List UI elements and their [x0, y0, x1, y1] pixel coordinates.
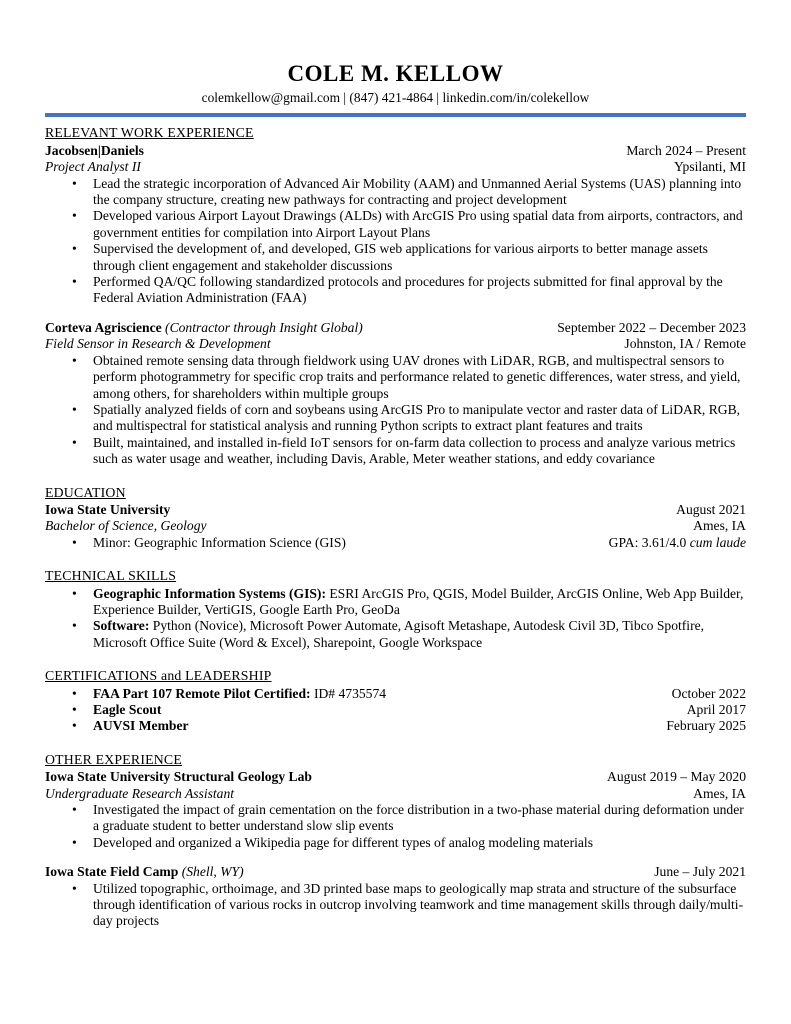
education-degree-row	[45, 518, 746, 534]
company-name: Corteva Agriscience	[45, 319, 162, 335]
job-role-row	[45, 786, 746, 802]
accent-divider	[45, 113, 746, 117]
job-bullets	[45, 802, 746, 851]
bullet-icon: •	[72, 534, 77, 550]
job-role: Field Sensor in Research & Development	[45, 336, 271, 352]
section-heading-education: EDUCATION	[45, 484, 126, 500]
bullet-item	[45, 881, 746, 930]
job-title-row	[45, 769, 746, 785]
company-suffix: (Contractor through Insight Global)	[161, 319, 363, 335]
bullet-icon: •	[72, 352, 77, 368]
job-bullets	[45, 353, 746, 468]
bullet-icon: •	[72, 834, 77, 850]
certification-text	[93, 686, 660, 702]
bullet-text: Lead the strategic incorporation of Advanced Air Mobility (AAM) and Unmanned Aerial Systems (UAS) planning into the company structure, creating new pathways for contracting and project development	[93, 175, 742, 208]
job-bullets	[45, 881, 746, 930]
bullet-text: Supervised the development of, and developed, GIS web applications for various airports to better manage assets through client engagement and stakeholder discussions	[93, 241, 708, 273]
job-date: August 2019 – May 2020	[607, 769, 746, 785]
bullet-text: Obtained remote sensing data through fieldwork using UAV drones with LiDAR, RGB, and multispectral sensors to perform photogrammetry for specific crop traits and performance related to genetic differences, water stress, and yield, among others, for shareholders within multiple groups	[93, 352, 741, 401]
job-role: Undergraduate Research Assistant	[45, 785, 235, 801]
gpa-text	[609, 535, 746, 551]
bullet-item	[45, 718, 746, 734]
bullet-text: Built, maintained, and installed in-field IoT sensors for on-farm data collection to process and analyze various metrics such as water usage and weather, including Davis, Arable, Meter weather stations, and eddy covariance	[93, 434, 736, 467]
resume-name: COLE M. KELLOW	[287, 61, 504, 86]
bullet-icon: •	[72, 802, 77, 818]
certification-date: October 2022	[671, 685, 746, 701]
company-name: Iowa State Field Camp	[45, 864, 179, 880]
bullet-item	[45, 274, 746, 307]
job-location: Johnston, IA / Remote	[624, 336, 746, 352]
certification-label: AUVSI Member	[93, 718, 189, 734]
bullet-icon: •	[72, 175, 77, 191]
degree-name: Bachelor of Science, Geology	[45, 518, 207, 534]
certification-detail: ID# 4735574	[313, 685, 387, 701]
bullet-text: Developed various Airport Layout Drawings (ALDs) with ArcGIS Pro using spatial data from airports, contractors, and government entities for compilation into Airport Layout Plans	[93, 208, 743, 240]
bullet-text: Performed QA/QC following standardized protocols and procedures for projects submitted for final approval by the Federal Aviation Administration (FAA)	[93, 274, 723, 306]
bullet-icon: •	[72, 274, 77, 290]
section-other	[45, 752, 746, 930]
bullet-icon: •	[72, 585, 77, 601]
job-location: Ames, IA	[693, 785, 746, 801]
section-heading-skills: TECHNICAL SKILLS	[45, 568, 177, 584]
bullet-icon: •	[72, 401, 77, 417]
bullet-icon: •	[72, 685, 77, 701]
bullet-item	[45, 435, 746, 468]
section-heading-certifications: CERTIFICATIONS and LEADERSHIP	[45, 668, 272, 684]
section-heading-work: RELEVANT WORK EXPERIENCE	[45, 125, 254, 141]
bullet-item	[45, 241, 746, 274]
bullet-item	[45, 176, 746, 209]
bullet-item	[45, 535, 746, 551]
job-role: Project Analyst II	[45, 159, 141, 175]
certifications-list	[45, 686, 746, 735]
job-entry-corteva	[45, 320, 746, 468]
job-title-row	[45, 864, 746, 880]
education-entry	[45, 502, 746, 551]
skill-text	[93, 618, 746, 651]
bullet-text: Utilized topographic, orthoimage, and 3D printed base maps to geologically map strata and structure of the subsurface through identification of various rocks in outcrop involving teamwork and time management skills through daily/multi-day projects	[93, 880, 744, 929]
skill-label: Geographic Information Systems (GIS):	[93, 585, 330, 601]
bullet-icon: •	[72, 208, 77, 224]
gpa-value: GPA: 3.61/4.0	[608, 534, 690, 550]
skill-text	[93, 586, 746, 619]
education-date: August 2021	[676, 501, 746, 517]
job-title-row	[45, 320, 746, 336]
other-entry-field-camp	[45, 864, 746, 930]
contact-line: colemkellow@gmail.com | (847) 421-4864 | linkedin.com/in/colekellow	[201, 90, 590, 105]
job-date: June – July 2021	[654, 864, 746, 880]
certification-date: April 2017	[686, 702, 746, 717]
education-title-row	[45, 502, 746, 518]
minor-text: Minor: Geographic Information Science (GIS)	[93, 534, 346, 550]
certification-date: February 2025	[666, 718, 746, 734]
bullet-icon: •	[72, 618, 77, 634]
certification-text	[93, 718, 654, 734]
bullet-item	[45, 618, 746, 651]
skills-list	[45, 586, 746, 652]
bullet-item	[45, 353, 746, 402]
skill-values: ESRI ArcGIS Pro, QGIS, Model Builder, ArcGIS Online, Web App Builder, Experience Builder, VertiGIS, Google Earth Pro, GeoDa	[93, 585, 744, 617]
bullet-item	[45, 402, 746, 435]
certification-label: FAA Part 107 Remote Pilot Certified:	[93, 685, 314, 701]
section-education	[45, 485, 746, 552]
bullet-item	[45, 208, 746, 241]
other-entry-geology-lab	[45, 769, 746, 851]
bullet-text: Developed and organized a Wikipedia page for different types of analog modeling materials	[93, 834, 593, 850]
job-date: September 2022 – December 2023	[557, 319, 746, 335]
bullet-text: Spatially analyzed fields of corn and soybeans using ArcGIS Pro to manipulate vector and raster data of LiDAR, RGB, and multispectral for statistical analysis and running Python scripts to extract plant features and traits	[93, 401, 741, 434]
section-heading-other: OTHER EXPERIENCE	[45, 751, 182, 767]
bullet-icon: •	[72, 718, 77, 734]
company-suffix: (Shell, WY)	[178, 864, 244, 880]
company-name: Jacobsen|Daniels	[45, 142, 144, 158]
school-name: Iowa State University	[45, 501, 171, 517]
bullet-item	[45, 586, 746, 619]
section-work	[45, 125, 746, 467]
bullet-item	[45, 835, 746, 851]
bullet-item	[45, 686, 746, 702]
education-location: Ames, IA	[693, 518, 746, 534]
job-entry-jacobsen-daniels	[45, 143, 746, 307]
company-name: Iowa State University Structural Geology Lab	[45, 769, 312, 785]
job-bullets	[45, 176, 746, 307]
job-location: Ypsilanti, MI	[673, 159, 746, 175]
job-role-row	[45, 159, 746, 175]
certification-label: Eagle Scout	[93, 702, 162, 717]
bullet-icon: •	[72, 702, 77, 717]
job-date: March 2024 – Present	[626, 142, 746, 158]
bullet-icon: •	[72, 880, 77, 896]
bullet-icon: •	[72, 434, 77, 450]
job-title-row	[45, 143, 746, 159]
skill-label: Software:	[93, 618, 153, 634]
bullet-item	[45, 802, 746, 835]
gpa-honors: cum laude	[689, 534, 746, 550]
section-certifications	[45, 668, 746, 735]
certification-text	[93, 702, 675, 718]
bullet-item	[45, 702, 746, 718]
bullet-text: Investigated the impact of grain cementation on the force distribution in a two-phase material during deformation under a graduate student to better understand slow slip events	[93, 802, 744, 834]
job-role-row	[45, 336, 746, 352]
skill-values: Python (Novice), Microsoft Power Automate, Agisoft Metashape, Autodesk Civil 3D, Tibco Spotfire, Microsoft Office Suite (Word & Excel), Sharepoint, Google Workspace	[93, 618, 705, 650]
bullet-icon: •	[72, 241, 77, 257]
section-skills	[45, 568, 746, 651]
